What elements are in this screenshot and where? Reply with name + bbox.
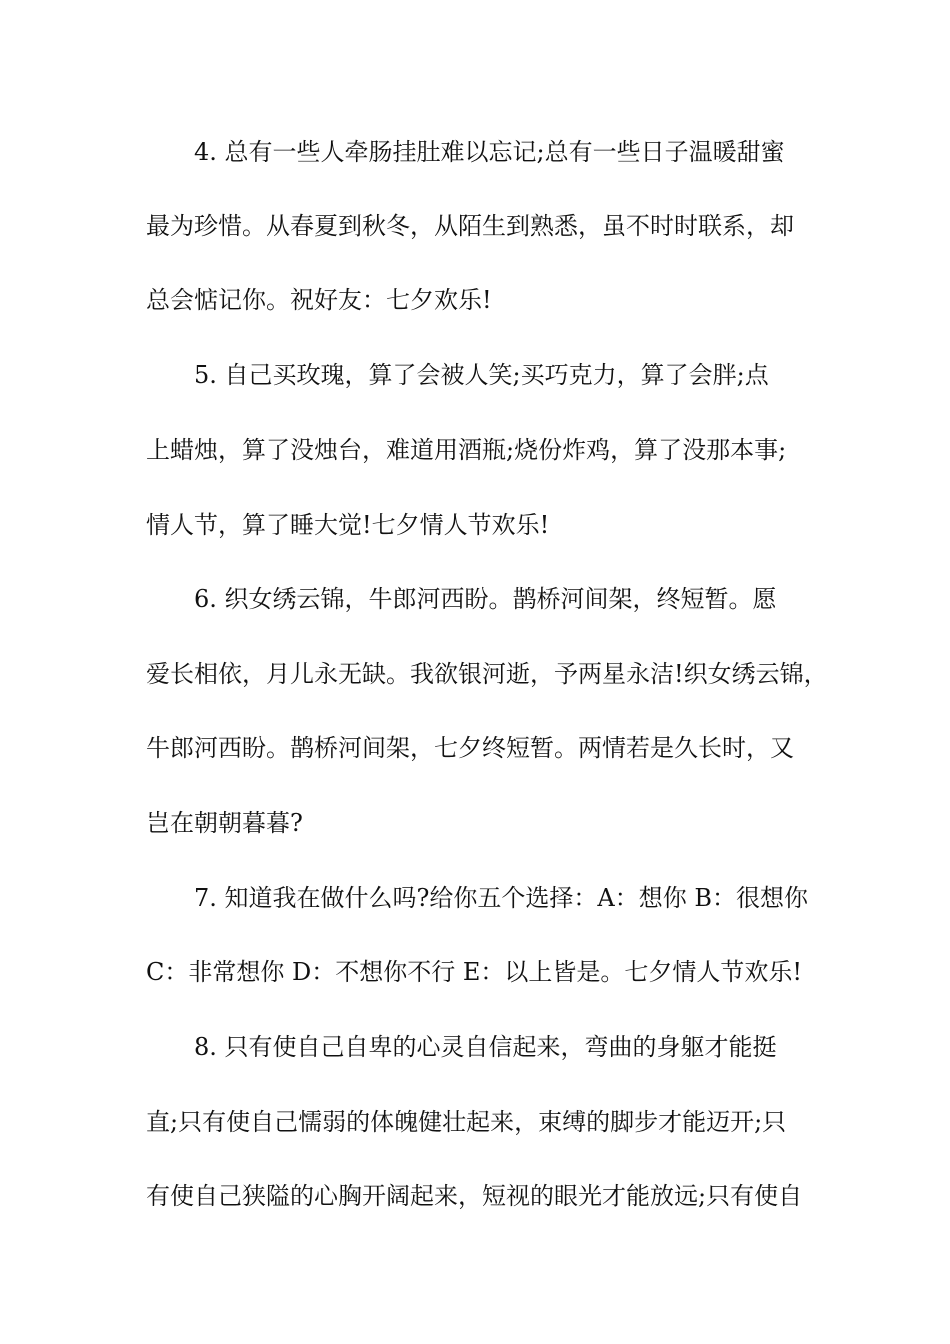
text-line: 牛郎河西盼。鹊桥河间架，七夕终短暂。两情若是久长时，又 bbox=[146, 734, 794, 762]
text-line: 上蜡烛，算了没烛台，难道用酒瓶;烧份炸鸡，算了没那本事; bbox=[146, 436, 787, 464]
text-line: 岂在朝朝暮暮? bbox=[146, 809, 303, 837]
text-line: 8. 只有使自己自卑的心灵自信起来，弯曲的身躯才能挺 bbox=[194, 1033, 777, 1061]
text-line: 总会惦记你。祝好友：七夕欢乐! bbox=[146, 286, 492, 314]
text-line: 最为珍惜。从春夏到秋冬，从陌生到熟悉，虽不时时联系，却 bbox=[146, 212, 794, 240]
text-line: 7. 知道我在做什么吗?给你五个选择：A：想你 B：很想你 bbox=[194, 884, 808, 912]
text-line: 6. 织女绣云锦，牛郎河西盼。鹊桥河间架，终短暂。愿 bbox=[194, 585, 777, 613]
text-line: 情人节，算了睡大觉!七夕情人节欢乐! bbox=[146, 511, 550, 539]
text-line: 4. 总有一些人牵肠挂肚难以忘记;总有一些日子温暖甜蜜 bbox=[194, 138, 785, 166]
text-line: 爱长相依，月儿永无缺。我欲银河逝，予两星永洁!织女绣云锦， bbox=[146, 660, 828, 688]
text-line: C：非常想你 D：不想你不行 E：以上皆是。七夕情人节欢乐! bbox=[146, 958, 803, 986]
text-line: 5. 自己买玫瑰，算了会被人笑;买巧克力，算了会胖;点 bbox=[194, 361, 769, 389]
text-line: 有使自己狭隘的心胸开阔起来，短视的眼光才能放远;只有使自 bbox=[146, 1182, 803, 1210]
text-line: 直;只有使自己懦弱的体魄健壮起来，束缚的脚步才能迈开;只 bbox=[146, 1108, 787, 1136]
